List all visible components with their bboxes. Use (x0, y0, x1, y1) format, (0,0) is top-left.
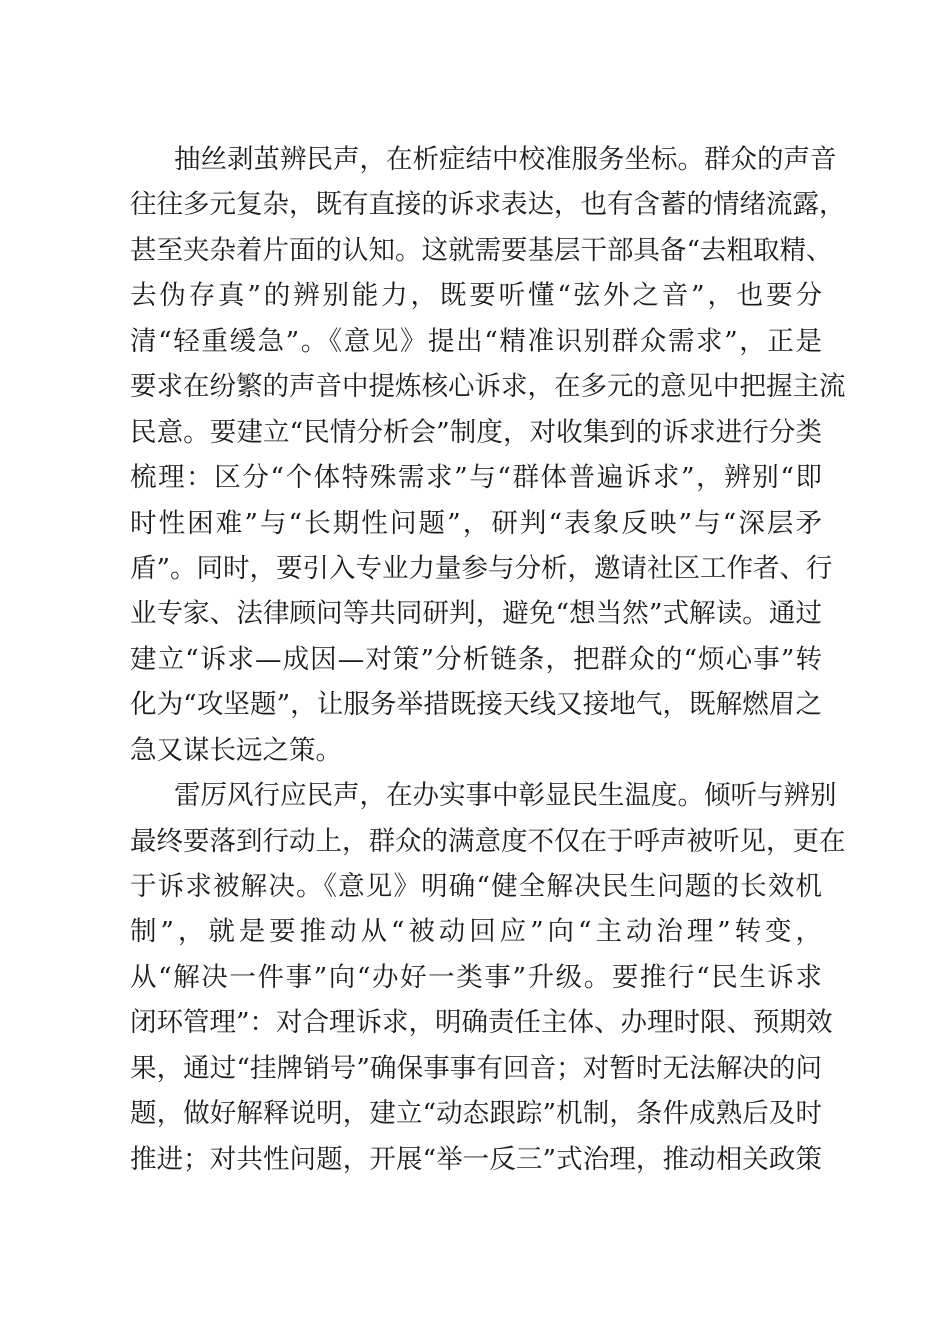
paragraph-line: 梳理：区分“个体特殊需求”与“群体普遍诉求”，辨别“即 (130, 462, 822, 494)
paragraph-line: 清“轻重缓急”。《意见》提出“精准识别群众需求”，正是 (130, 325, 822, 357)
paragraph-line: 从“解决一件事”向“办好一类事”升级。要推行“民生诉求 (130, 961, 822, 993)
paragraph-line: 最终要落到行动上，群众的满意度不仅在于呼声被听见，更在 (130, 825, 846, 857)
paragraph-line: 甚至夹杂着片面的认知。这就需要基层干部具备“去粗取精、 (130, 234, 833, 266)
paragraph-line: 时性困难”与“长期性问题”，研判“表象反映”与“深层矛 (130, 507, 822, 539)
paragraph-line: 盾”。同时，要引入专业力量参与分析，邀请社区工作者、行 (130, 552, 833, 584)
paragraph-line: 业专家、法律顾问等共同研判，避免“想当然”式解读。通过 (130, 598, 822, 630)
paragraph-line: 要求在纷繁的声音中提炼核心诉求，在多元的意见中把握主流 (130, 371, 846, 403)
paragraph-line: 民意。要建立“民情分析会”制度，对收集到的诉求进行分类 (130, 416, 822, 448)
paragraph-line: 建立“诉求—成因—对策”分析链条，把群众的“烦心事”转 (130, 643, 822, 675)
paragraph-line: 雷厉风行应民声，在办实事中彰显民生温度。倾听与辨别 (174, 780, 837, 812)
paragraph-line: 急又谋长远之策。 (130, 734, 342, 766)
paragraph-line: 于诉求被解决。《意见》明确“健全解决民生问题的长效机 (130, 871, 822, 902)
paragraph-line: 制”，就是要推动从“被动回应”向“主动治理”转变， (130, 916, 822, 948)
paragraph-1 (130, 137, 846, 773)
paragraph-line: 题，做好解释说明，建立“动态跟踪”机制，条件成熟后及时 (130, 1098, 822, 1130)
paragraph-2 (130, 773, 846, 1182)
paragraph-line: 去伪存真”的辨别能力，既要听懂“弦外之音”，也要分 (130, 280, 822, 312)
document-body (130, 137, 846, 1182)
paragraph-line: 往往多元复杂，既有直接的诉求表达，也有含蓄的情绪流露， (130, 189, 846, 221)
paragraph-line: 抽丝剥茧辨民声，在析症结中校准服务坐标。群众的声音 (174, 144, 837, 175)
paragraph-line: 果，通过“挂牌销号”确保事事有回音；对暂时无法解决的问 (130, 1052, 822, 1084)
paragraph-line: 闭环管理”：对合理诉求，明确责任主体、办理时限、预期效 (130, 1007, 833, 1039)
paragraph-line: 化为“攻坚题”，让服务举措既接天线又接地气，既解燃眉之 (130, 689, 822, 721)
paragraph-line: 推进；对共性问题，开展“举一反三”式治理，推动相关政策 (130, 1143, 822, 1175)
